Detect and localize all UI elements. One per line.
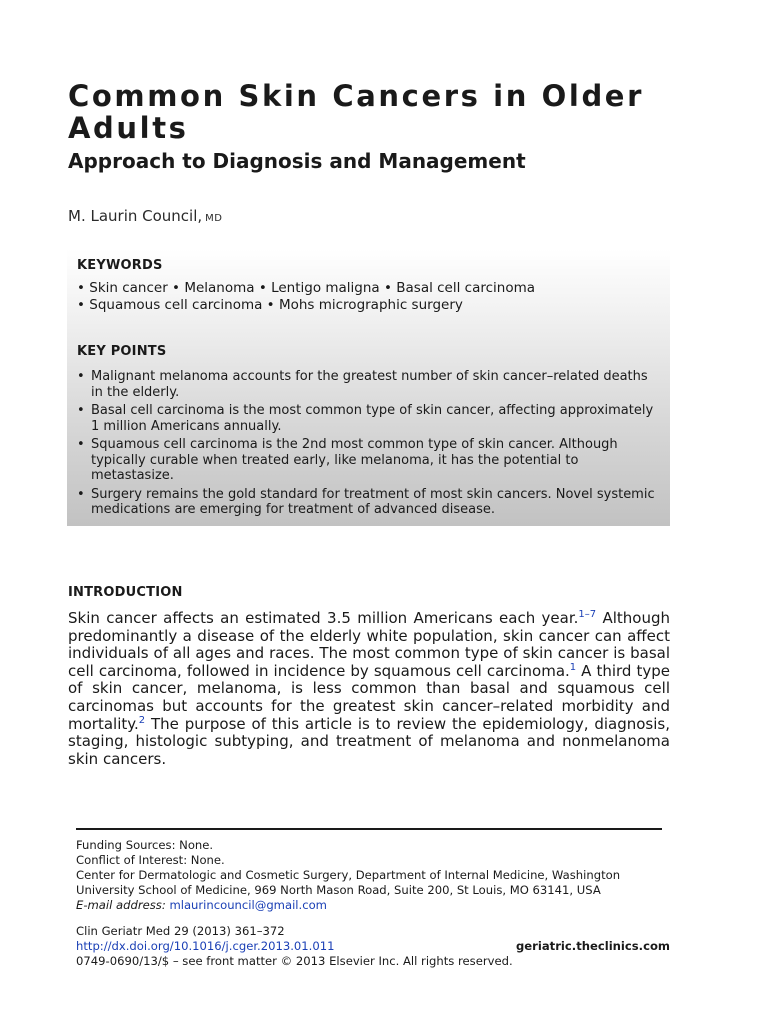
intro-text-4: The purpose of this article is to review the epidemiology, diagnosis, staging, histologic subtyping, and treatment of melanoma and nonmelanoma skin cancers. — [68, 714, 670, 768]
reference-link[interactable]: 2 — [138, 714, 146, 726]
key-points-heading: KEY POINTS — [77, 344, 167, 359]
copyright-line: 0749-0690/13/$ – see front matter © 2013 Elsevier Inc. All rights reserved. — [76, 954, 513, 968]
email-label: E-mail address: — [76, 898, 166, 912]
citation-line: Clin Geriatr Med 29 (2013) 361–372 — [76, 924, 285, 938]
key-point-item — [77, 369, 662, 400]
keywords-line-1: • Skin cancer • Melanoma • Lentigo maligna • Basal cell carcinoma — [77, 280, 536, 296]
key-points-list — [77, 369, 662, 521]
keywords-keypoints-box — [67, 249, 670, 526]
bullet-icon: • — [77, 486, 85, 502]
conflict-note: Conflict of Interest: None. — [76, 853, 225, 867]
author-degree: MD — [205, 213, 223, 224]
key-point-item — [77, 437, 662, 484]
affiliation-line-1: Center for Dermatologic and Cosmetic Surgery, Department of Internal Medicine, Washington — [76, 868, 621, 882]
intro-text-3: A third type of skin cancer, melanoma, is less common than basal and squamous cell carcinomas but accounts for the greatest skin cancer–related morbidity and mortality. — [68, 661, 670, 733]
funding-note: Funding Sources: None. — [76, 838, 214, 852]
introduction-paragraph — [68, 610, 670, 768]
author-line — [68, 207, 223, 225]
keywords-heading: KEYWORDS — [77, 258, 163, 273]
reference-link[interactable]: 1 — [569, 661, 577, 673]
reference-link[interactable]: 1–7 — [578, 609, 597, 620]
key-point-item — [77, 487, 662, 518]
email-line — [76, 898, 327, 912]
key-point-text: Squamous cell carcinoma is the 2nd most common type of skin cancer. Although typically curable when treated early, like melanoma, it has the potential to metastasize. — [91, 437, 618, 483]
footnote-divider — [76, 828, 662, 830]
bullet-icon: • — [77, 369, 85, 384]
article-title: Common Skin Cancers in Older Adults — [68, 79, 644, 145]
email-link[interactable]: mlaurincouncil@gmail.com — [169, 898, 327, 912]
doi-link[interactable]: http://dx.doi.org/10.1016/j.cger.2013.01.011 — [76, 939, 335, 953]
intro-text-2: Although predominantly a disease of the elderly white population, skin cancer can affect individuals of all ages and races. The most common type of skin cancer is basal cell carcinoma, followed in incidence by squamous cell carcinoma. — [68, 609, 670, 680]
key-point-text: Basal cell carcinoma is the most common type of skin cancer, affecting approximately 1 million Americans annually. — [91, 403, 654, 434]
key-point-text: Malignant melanoma accounts for the greatest number of skin cancer–related deaths in the elderly. — [91, 369, 648, 400]
key-point-item — [77, 403, 662, 434]
keywords-line-2: • Squamous cell carcinoma • Mohs micrographic surgery — [77, 297, 463, 313]
author-name: M. Laurin Council, — [68, 207, 203, 225]
key-point-text: Surgery remains the gold standard for treatment of most skin cancers. Novel systemic medications are emerging for treatment of advanced disease. — [91, 486, 655, 517]
bullet-icon: • — [77, 437, 85, 452]
affiliation-line-2: University School of Medicine, 969 North Mason Road, Suite 200, St Louis, MO 63141, USA — [76, 883, 601, 897]
introduction-heading: INTRODUCTION — [68, 585, 183, 600]
journal-website: geriatric.theclinics.com — [516, 939, 670, 953]
article-subtitle: Approach to Diagnosis and Management — [68, 149, 526, 173]
intro-text-1: Skin cancer affects an estimated 3.5 million Americans each year. — [68, 609, 579, 627]
bullet-icon: • — [77, 403, 85, 418]
